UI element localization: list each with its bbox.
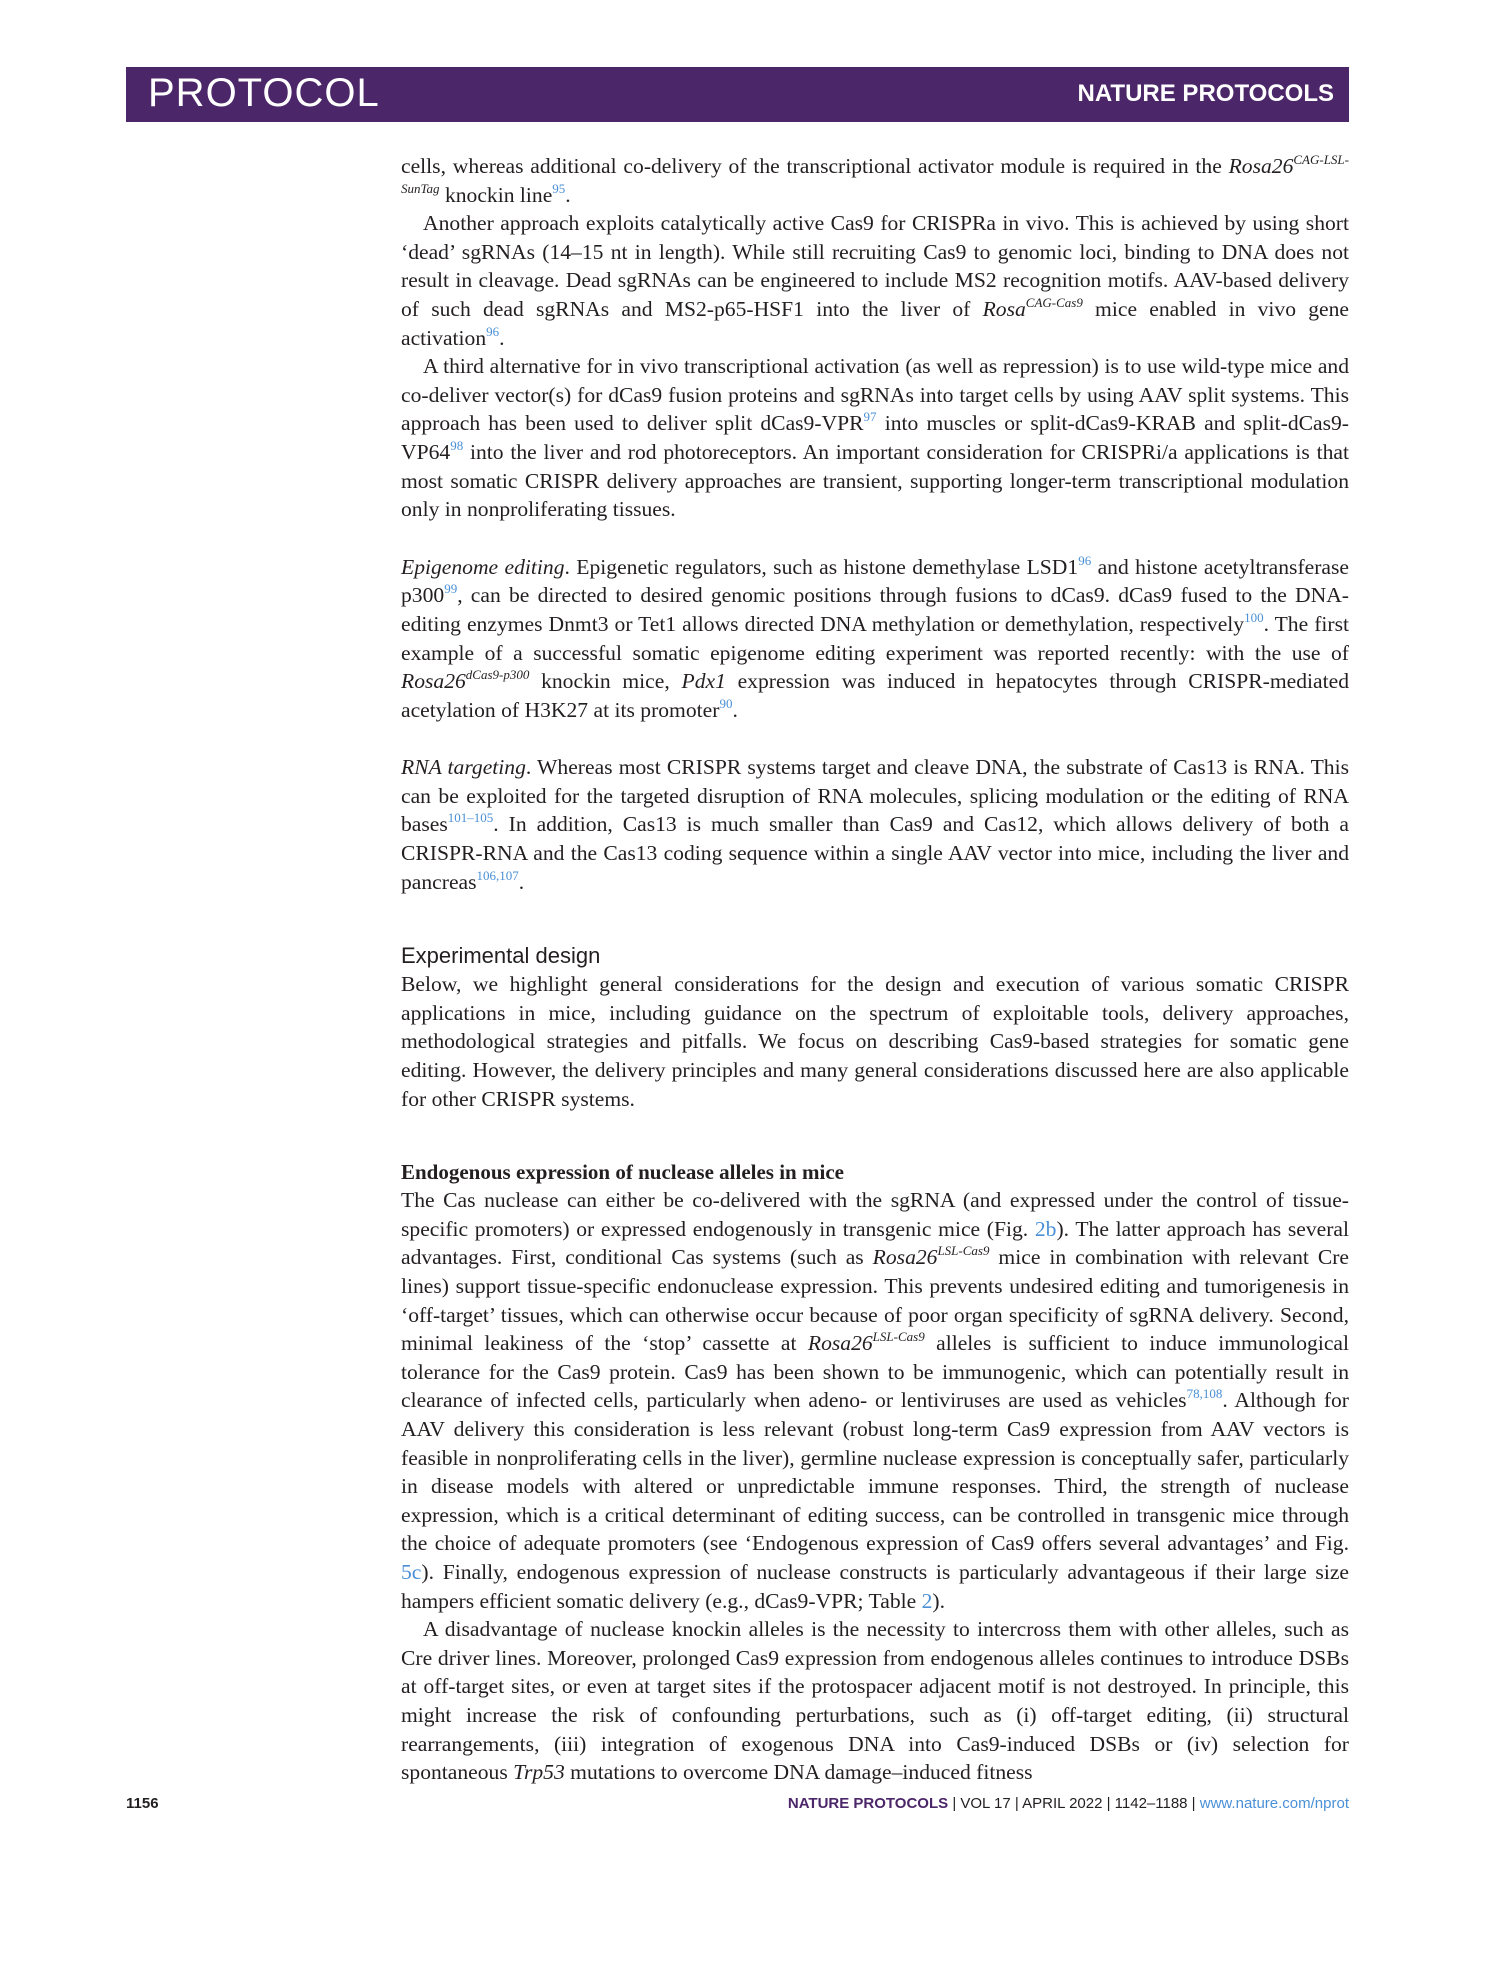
header-journal-name: NATURE PROTOCOLS: [1077, 80, 1334, 107]
citation-link[interactable]: 96: [486, 323, 500, 339]
paragraph: Below, we highlight general considerations for the design and execution of various somatic CRISPR applications in mice, including guidance on the spectrum of exploitable tools, delivery approaches, methodological strategies and pitfalls. We focus on describing Cas9-based strategies for somatic gene editing. However, the delivery principles and many general considerations discussed here are also applicable for other CRISPR systems.: [401, 972, 1349, 1111]
page-number: 1156: [126, 1795, 159, 1812]
subsection-heading: Endogenous expression of nuclease alleles in mice: [401, 1160, 844, 1185]
citation-link[interactable]: 78,108: [1186, 1386, 1223, 1402]
header-section-label: PROTOCOL: [148, 71, 380, 115]
figure-link[interactable]: 2b: [1034, 1216, 1057, 1241]
article-body: [401, 152, 1349, 1787]
citation-link[interactable]: 99: [444, 581, 458, 597]
footer-url-link[interactable]: www.nature.com/nprot: [1199, 1795, 1349, 1812]
footer-volume: | VOL 17 | APRIL 2022 | 1142–1188 |: [948, 1795, 1200, 1812]
footer-citation: [788, 1795, 1349, 1812]
paragraph: The Cas nuclease can either be co-delivered with the sgRNA (and expressed under the control of tissue-specific promoters) or expressed endogenously in transgenic mice (Fig. 2b). The latter approach has several advantages. First, conditional Cas systems (such as $Rosa26^{LSL-Cas9}$ mice in combination with relevant Cre lines) support tissue-specific endonuclease expression. This prevents undesired editing and tumorigenesis in ‘off-target’ tissues, which can otherwise occur because of poor organ specificity of sgRNA delivery. Second, minimal leakiness of the ‘stop’ cassette at $Rosa26^{LSL-Cas9}$ alleles is sufficient to induce immunological tolerance for the Cas9 protein. Cas9 has been shown to be immunogenic, which can potentially result in clearance of infected cells, particularly when adeno- or lentiviruses are used as vehicles$^{78,108}$. Although for AAV delivery this consideration is less relevant (robust long-term Cas9 expression from AAV vectors is feasible in nonproliferating cells in the liver), germline nuclease expression is conceptually safer, particularly in disease models with altered or unpredictable immune responses. Third, the strength of nuclease expression, which is a critical determinant of editing success, can be controlled in transgenic mice through the choice of adequate promoters (see ‘Endogenous expression of Cas9 offers several advantages’ and Fig. 5c). Finally, endogenous expression of nuclease constructs is particularly advantageous if their large size hampers efficient somatic delivery (e.g., dCas9-VPR; Table 2).: [401, 1188, 1349, 1613]
paragraph: A third alternative for in vivo transcriptional activation (as well as repression) is to use wild-type mice and co-deliver vector(s) for dCas9 fusion proteins and sgRNAs into target cells by using AAV split systems. This approach has been used to deliver split dCas9-VPR$^{97}$ into muscles or split-dCas9-KRAB and split-dCas9-VP64$^{98}$ into the liver and rod photoreceptors. An important consideration for CRISPRi/a applications is that most somatic CRISPR delivery approaches are transient, supporting longer-term transcriptional modulation only in nonproliferating tissues.: [401, 354, 1349, 522]
citation-link[interactable]: 90: [719, 695, 733, 711]
figure-link[interactable]: 5c: [401, 1559, 422, 1584]
paragraph: Another approach exploits catalytically active Cas9 for CRISPRa in vivo. This is achieved by using short ‘dead’ sgRNAs (14–15 nt in length). While still recruiting Cas9 to genomic loci, binding to DNA does not result in cleavage. Dead sgRNAs can be engineered to include MS2 recognition motifs. AAV-based delivery of such dead sgRNAs and MS2-p65-HSF1 into the liver of Rosa$^{CAG-Cas9}$ mice enabled in vivo gene activation$^{96}$.: [401, 211, 1349, 350]
paragraph: cells, whereas additional co-delivery of the transcriptional activator module is required in the $Rosa26^{CAG-LSL-SunTag}$ knockin line$^{95}$.: [401, 152, 1349, 207]
page-footer: [126, 1795, 1349, 1825]
running-header: [126, 67, 1349, 122]
paragraph-rna-targeting: RNA targeting. Whereas most CRISPR systems target and cleave DNA, the substrate of Cas13 is RNA. This can be exploited for the targeted disruption of RNA molecules, splicing modulation or the editing of RNA bases$^{101-105}$. In addition, Cas13 is much smaller than Cas9 and Cas12, which allows delivery of both a CRISPR-RNA and the Cas13 coding sequence within a single AAV vector into mice, including the liver and pancreas$^{106,107}$.: [401, 755, 1349, 894]
citation-link[interactable]: 97: [863, 409, 877, 425]
section-heading: Experimental design: [401, 943, 601, 969]
paragraph-epigenome-editing: Epigenome editing. Epigenetic regulators, such as histone demethylase LSD1$^{96}$ and histone acetyltransferase p300$^{99}$, can be directed to desired genomic positions through fusions to dCas9. dCas9 fused to the DNA-editing enzymes Dnmt3 or Tet1 allows directed DNA methylation or demethylation, respectively$^{100}$. The first example of a successful somatic epigenome editing experiment was reported recently: with the use of $Rosa26^{dCas9-p300}$ knockin mice, Pdx1 expression was induced in hepatocytes through CRISPR-mediated acetylation of H3K27 at its promoter$^{90}$.: [401, 552, 1349, 722]
footer-journal: NATURE PROTOCOLS: [787, 1795, 949, 1812]
table-link[interactable]: 2: [921, 1588, 933, 1613]
paragraph: A disadvantage of nuclease knockin alleles is the necessity to intercross them with other alleles, such as Cre driver lines. Moreover, prolonged Cas9 expression from endogenous alleles continues to introduce DSBs at off-target sites, or even at target sites if the protospacer adjacent motif is not destroyed. In principle, this might increase the risk of confounding perturbations, such as (i) off-target editing, (ii) structural rearrangements, (iii) integration of exogenous DNA into Cas9-induced DSBs or (iv) selection for spontaneous Trp53 mutations to overcome DNA damage–induced fitness: [401, 1617, 1349, 1785]
citation-link[interactable]: 100: [1244, 609, 1264, 625]
citation-link[interactable]: 106,107: [476, 867, 519, 883]
citation-link[interactable]: 101–105: [447, 810, 494, 826]
citation-link[interactable]: 95: [552, 180, 566, 196]
citation-link[interactable]: 96: [1078, 552, 1092, 568]
citation-link[interactable]: 98: [450, 437, 464, 453]
